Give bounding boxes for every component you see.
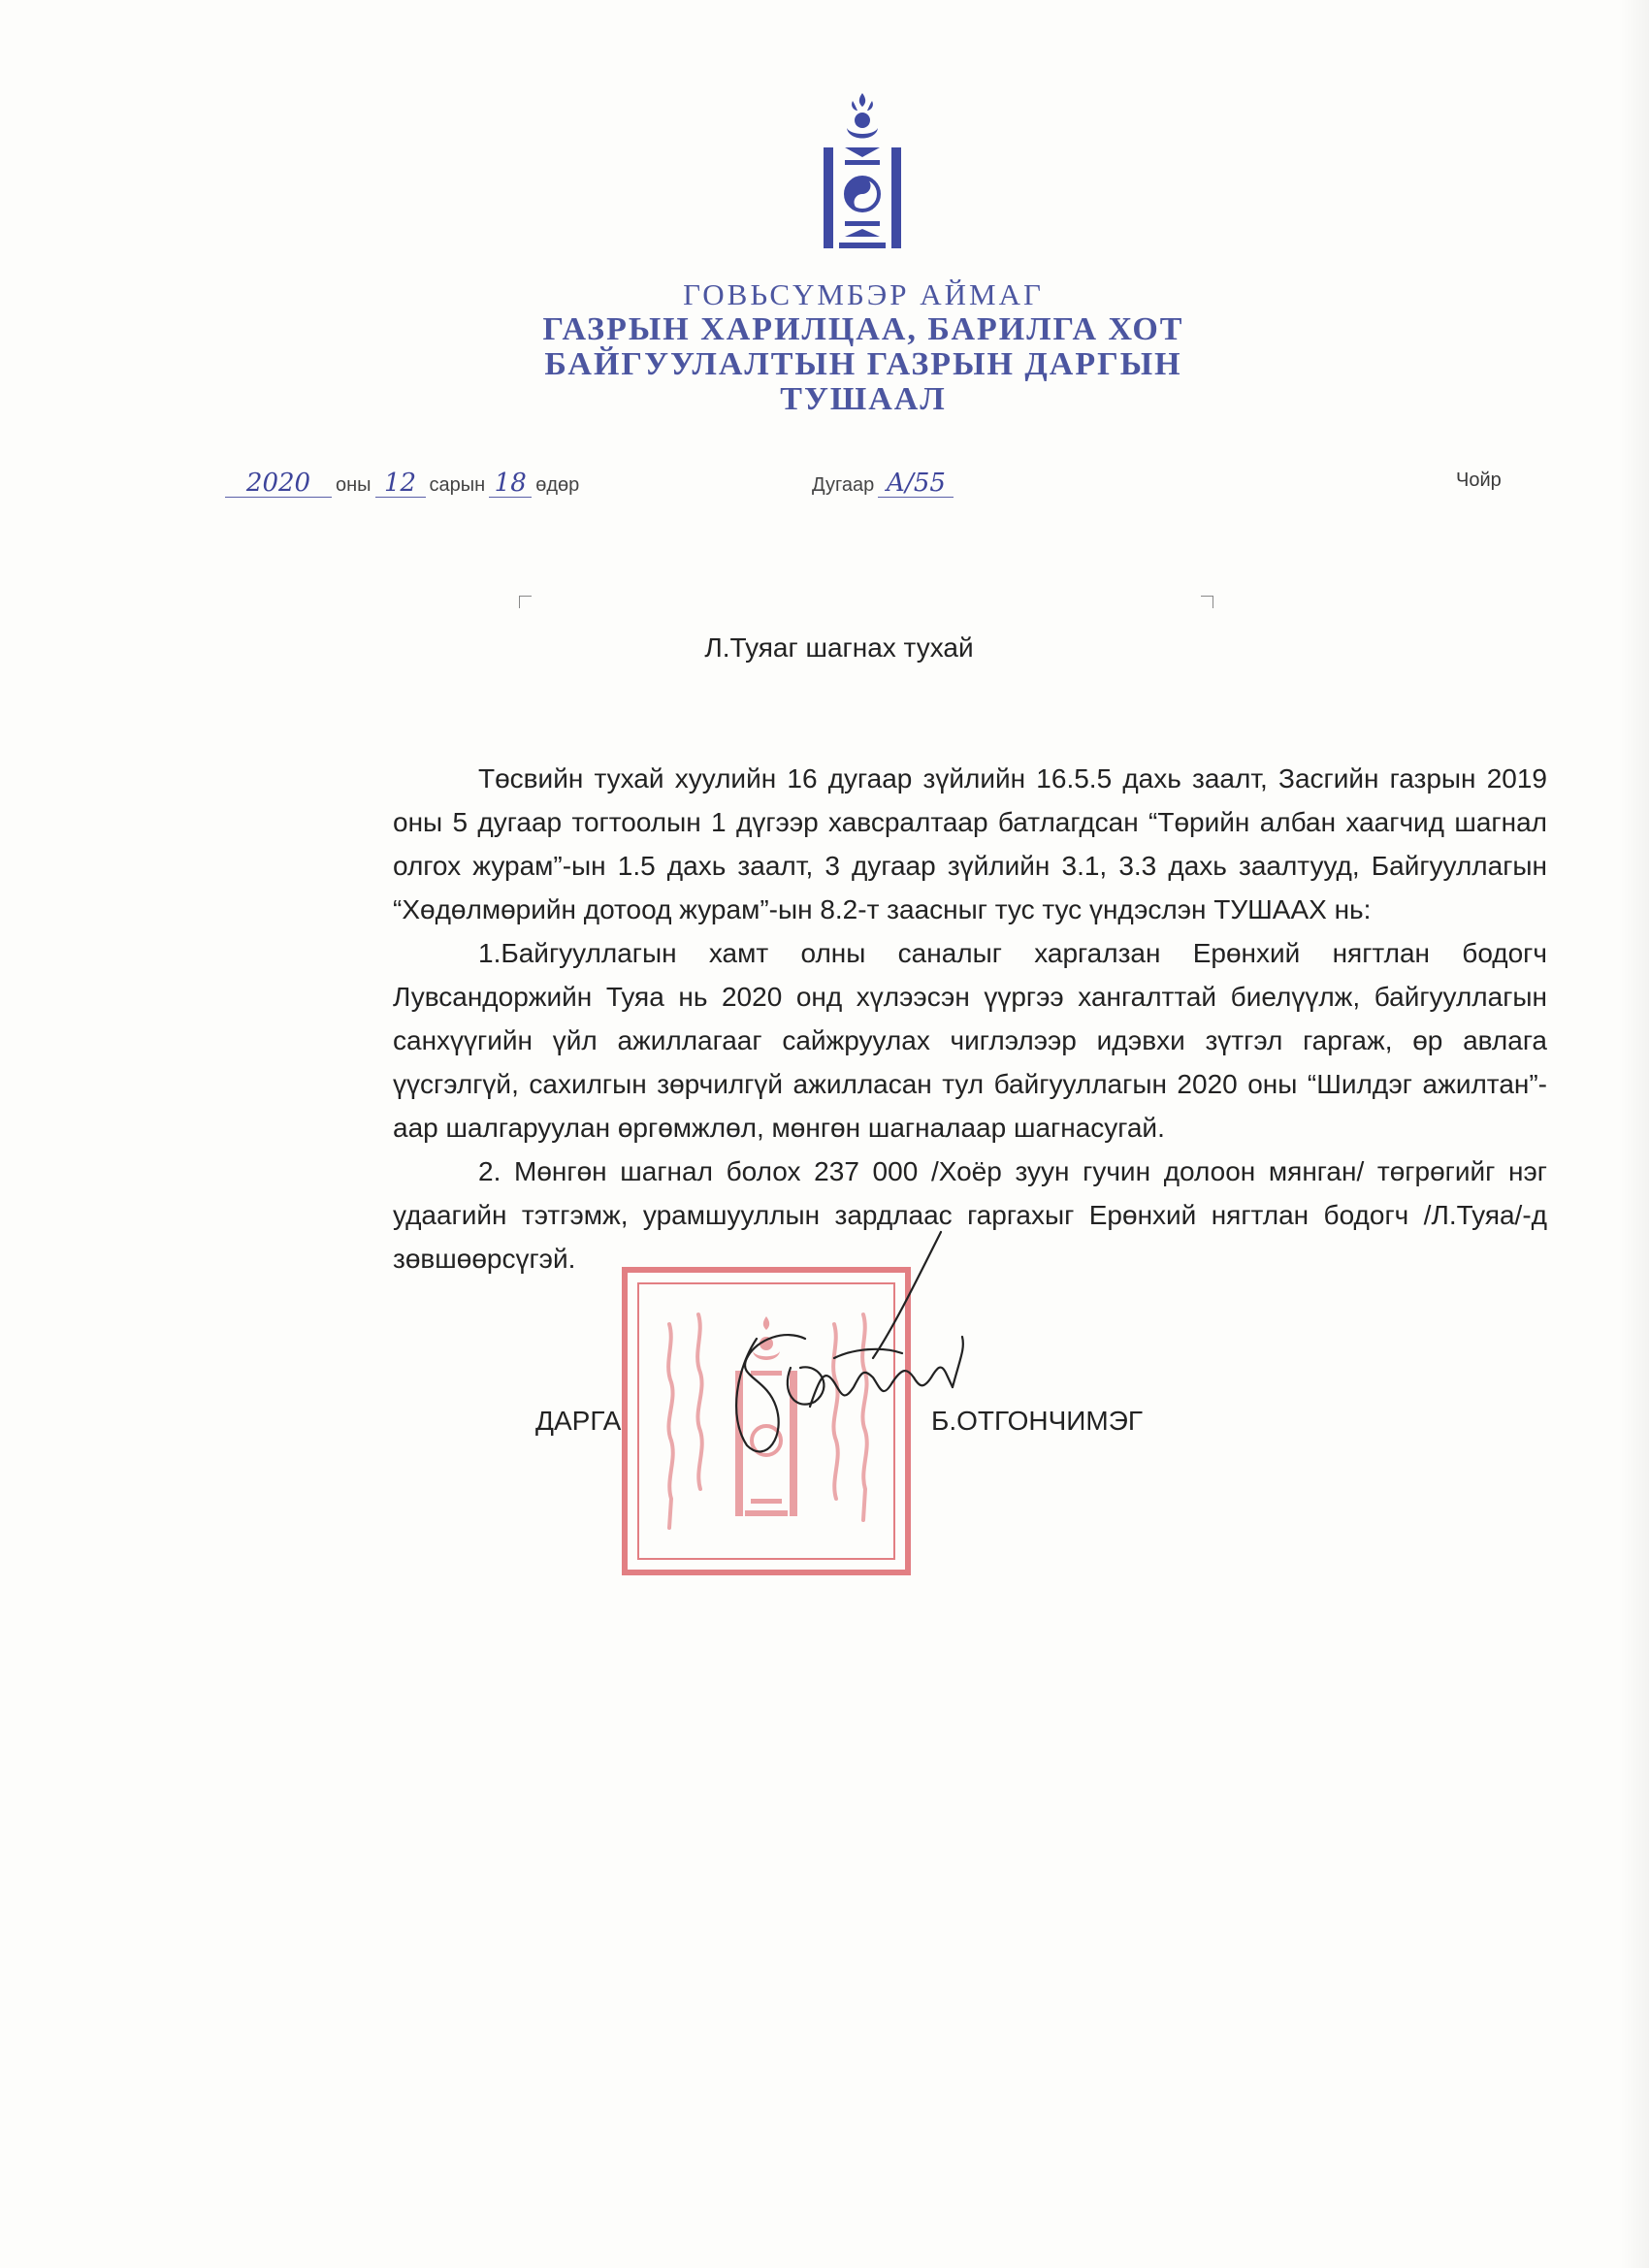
year-label: оны xyxy=(336,474,372,496)
item-1-paragraph: 1.Байгууллагын хамт олны саналыг харгалзан Ерөнхий нягтлан бодогч Лувсандоржийн Туяа нь 2020 онд хүлээсэн үүргээ хангалттай биелүүлж, байгууллагын санхүүгийн үйл ажиллагааг сайжруулах чиглэлээр идэвхи зүтгэл гаргаж, өр авлага үүсгэлгүй, сахилгын зөрчилгүй ажилласан тул байгууллагын 2020 оны “Шилдэг ажилтан”-аар шалгаруулан өргөмжлөл, мөнгөн шагналаар шагнасугай. xyxy=(393,938,1547,1143)
signatory-title: ДАРГА xyxy=(535,1406,622,1436)
organization-line-1: ГАЗРЫН ХАРИЛЦАА, БАРИЛГА ХОТ xyxy=(542,311,1184,347)
day-label: өдөр xyxy=(535,474,580,496)
document-number: А/55 xyxy=(878,470,954,498)
date-line xyxy=(225,470,583,498)
date-year: 2020 xyxy=(225,470,332,498)
handwritten-signature xyxy=(698,1222,989,1474)
number-label: Дугаар xyxy=(812,474,875,496)
page-edge-shadow xyxy=(1620,0,1649,2268)
date-day: 18 xyxy=(489,470,532,498)
date-month: 12 xyxy=(375,470,426,498)
preamble-paragraph: Төсвийн тухай хуулийн 16 дугаар зүйлийн 16.5.5 дахь заалт, Засгийн газрын 2019 оны 5 дугаар тогтоолын 1 дүгээр хавсралтаар батлагдсан “Төрийн албан хаагчид шагнал олгох журам”-ын 1.5 дахь заалт, 3 дугаар зүйлийн 3.1, 3.3 дахь заалтууд, Байгууллагын “Хөдөлмөрийн дотоод журам”-ын 8.2-т заасныг тус тус үндэслэн ТУШААХ нь: xyxy=(393,763,1547,924)
title-corner-mark-left xyxy=(519,596,532,608)
document-body xyxy=(393,757,1547,1280)
organization-line-2: БАЙГУУЛАЛТЫН ГАЗРЫН ДАРГЫН xyxy=(544,346,1182,382)
document-title: Л.Туяаг шагнах тухай xyxy=(704,632,974,663)
item-2-paragraph: 2. Мөнгөн шагнал болох 237 000 /Хоёр зуун гучин долоон мянган/ төгрөгийг нэг удаагийн тэтгэмж, урамшууллын зардлаас гаргахыг Ерөнхий нягтлан бодогч /Л.Туяа/-д зөвшөөрсүгэй. xyxy=(393,1156,1547,1274)
soyombo-icon xyxy=(818,91,907,254)
document-number-line xyxy=(808,470,954,498)
place-name: Чойр xyxy=(1456,470,1502,491)
signatory-name: Б.ОТГОНЧИМЭГ xyxy=(931,1406,1144,1436)
aimag-name: ГОВЬСҮМБЭР АЙМАГ xyxy=(683,277,1044,311)
title-corner-mark-right xyxy=(1201,596,1213,608)
month-label: сарын xyxy=(429,474,486,496)
document-type: ТУШААЛ xyxy=(780,381,947,417)
